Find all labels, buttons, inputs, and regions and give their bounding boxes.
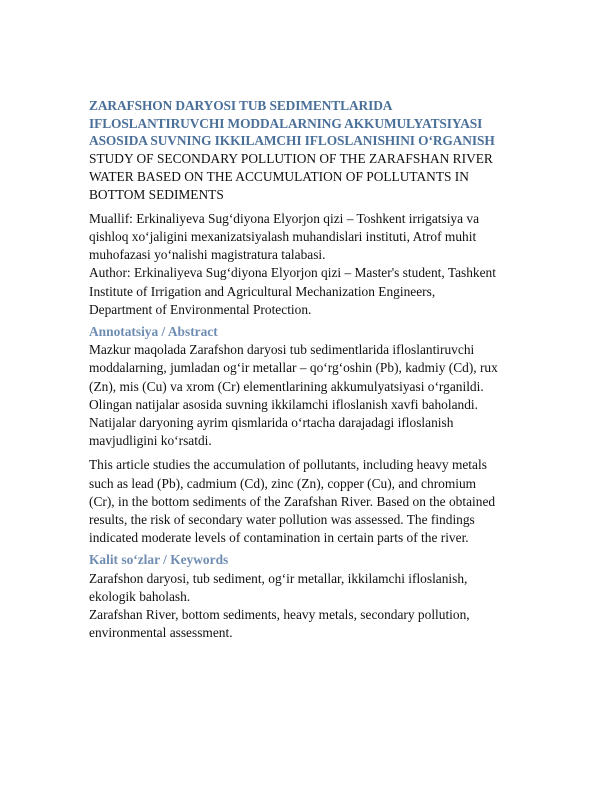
title-english bbox=[89, 150, 529, 204]
keywords-en-line: Zarafshan River, bottom sediments, heavy metals, secondary pollution, bbox=[89, 607, 470, 623]
keywords-uz-line: ekologik baholash. bbox=[89, 588, 191, 604]
author-uz-line: qishloq xo‘jaligini mexanizatsiyalash muhandislari instituti, Atrof muhit bbox=[89, 228, 477, 244]
abstract-uzbek bbox=[89, 341, 529, 450]
abstract-uz-line: moddalarning, jumladan og‘ir metallar – qo‘rg‘oshin (Pb), kadmiy (Cd), rux bbox=[89, 360, 498, 376]
keywords-english bbox=[89, 606, 529, 642]
abstract-en-line: (Cr), in the bottom sediments of the Zarafshan River. Based on the obtained bbox=[89, 493, 496, 509]
author-uzbek bbox=[89, 210, 529, 265]
paper-page bbox=[89, 97, 529, 642]
abstract-en-line: such as lead (Pb), cadmium (Cd), zinc (Zn), copper (Cu), and chromium bbox=[89, 475, 477, 491]
abstract-english bbox=[89, 456, 529, 547]
title-uz-line: ZARAFSHON DARYOSI TUB SEDIMENTLARIDA bbox=[89, 98, 393, 113]
abstract-en-line: results, the risk of secondary water pollution was assessed. The findings bbox=[89, 512, 475, 528]
abstract-heading: Annotatsiya / Abstract bbox=[89, 324, 218, 339]
keywords-heading: Kalit so‘zlar / Keywords bbox=[89, 552, 229, 568]
title-en-line: WATER BASED ON THE ACCUMULATION OF POLLUTANTS IN bbox=[89, 168, 469, 184]
author-en-line: Author: Erkinaliyeva Sug‘diyona Elyorjon qizi – Master's student, Tashkent bbox=[89, 265, 496, 281]
title-uz-line: IFLOSLANTIRUVCHI MODDALARNING AKKUMULYATSIYASI bbox=[89, 115, 483, 131]
abstract-uz-line: Olingan natijalar asosida suvning ikkilamchi ifloslanish xavfi baholandi. bbox=[89, 396, 478, 412]
abstract-en-line: This article studies the accumulation of pollutants, including heavy metals bbox=[89, 457, 487, 473]
title-uz-line: ASOSIDA SUVNING IKKILAMCHI IFLOSLANISHINI O‘RGANISH bbox=[89, 133, 495, 149]
author-en-line: Institute of Irrigation and Agricultural Mechanization Engineers, bbox=[89, 283, 436, 299]
keywords-uz-line: Zarafshon daryosi, tub sediment, og‘ir metallar, ikkilamchi ifloslanish, bbox=[89, 570, 468, 586]
abstract-uz-line: (Zn), mis (Cu) va xrom (Cr) elementlarining akkumulyatsiyasi o‘rganildi. bbox=[89, 378, 484, 394]
author-uz-line: Muallif: Erkinaliyeva Sug‘diyona Elyorjon qizi – Toshkent irrigatsiya va bbox=[89, 210, 480, 226]
title-uzbek bbox=[89, 97, 529, 150]
title-en-line: STUDY OF SECONDARY POLLUTION OF THE ZARAFSHAN RIVER bbox=[89, 150, 493, 166]
author-uz-line: muhofazasi yo‘nalishi magistratura talabasi. bbox=[89, 247, 326, 263]
keywords-en-line: environmental assessment. bbox=[89, 625, 233, 641]
author-english bbox=[89, 264, 529, 319]
title-en-line: BOTTOM SEDIMENTS bbox=[89, 186, 224, 202]
abstract-uz-line: Mazkur maqolada Zarafshon daryosi tub sedimentlarida ifloslantiruvchi bbox=[89, 342, 475, 358]
abstract-en-line: indicated moderate levels of contamination in certain parts of the river. bbox=[89, 530, 469, 546]
abstract-uz-line: Natijalar daryoning ayrim qismlarida o‘rtacha darajadagi ifloslanish bbox=[89, 415, 454, 431]
author-en-line: Department of Environmental Protection. bbox=[89, 301, 312, 317]
abstract-uz-line: mavjudligini ko‘rsatdi. bbox=[89, 433, 212, 449]
keywords-uzbek bbox=[89, 570, 529, 606]
